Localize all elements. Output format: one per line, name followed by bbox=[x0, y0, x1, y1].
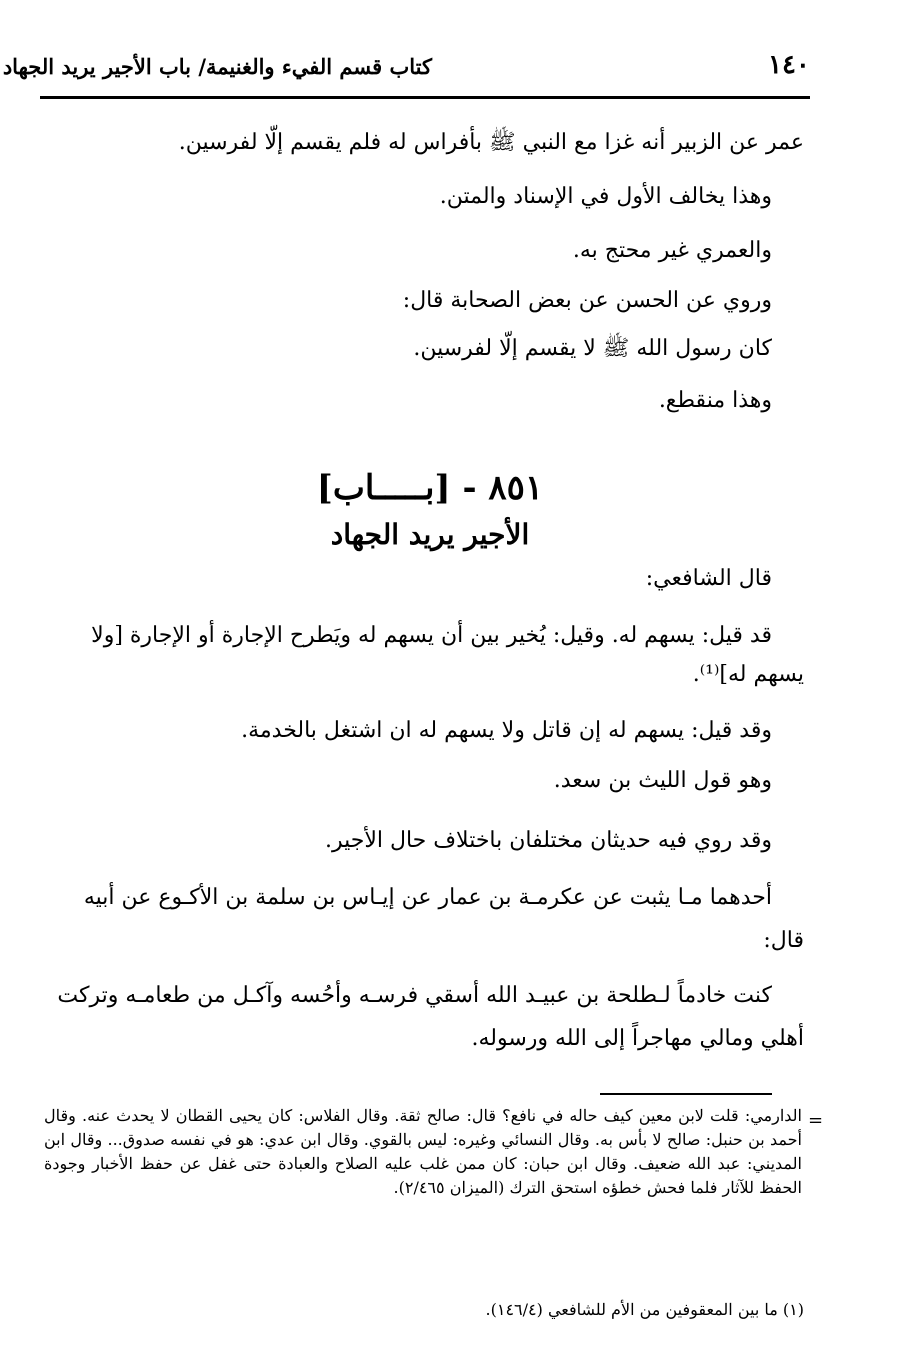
chapter-number: ٨٥١ - [بـــــاب] bbox=[316, 468, 544, 508]
body-line: أحدهما مـا يثبت عن عكرمـة بن عمار عن إيـاس بن سلمة بن الأكـوع عن أبيه bbox=[83, 885, 772, 910]
body-line: وقد قيل: يسهم له إن قاتل ولا يسهم له ان اشتغل بالخدمة. bbox=[241, 718, 772, 743]
footnote-1: (١) ما بين المعقوفين من الأم للشافعي (١٤٦/٤). bbox=[485, 1300, 804, 1319]
body-line: قال: bbox=[763, 928, 804, 953]
body-line: يسهم له]⁽¹⁾. bbox=[692, 662, 804, 687]
body-line: أهلي ومالي مهاجراً إلى الله ورسوله. bbox=[471, 1026, 804, 1051]
body-line: وقد روي فيه حديثان مختلفان باختلاف حال الأجير. bbox=[324, 828, 772, 853]
body-line: والعمري غير محتج به. bbox=[572, 238, 772, 263]
body-line: كان رسول الله ﷺ لا يقسم إلّا لفرسين. bbox=[413, 336, 772, 361]
page-number: ١٤٠ bbox=[768, 50, 810, 80]
body-line: وروي عن الحسن عن بعض الصحابة قال: bbox=[402, 288, 772, 313]
footnote-continuation-mark: = bbox=[808, 1110, 824, 1131]
body-line: وهذا يخالف الأول في الإسناد والمتن. bbox=[439, 184, 772, 209]
footnote-rule bbox=[600, 1093, 772, 1095]
body-line: قال الشافعي: bbox=[645, 566, 772, 591]
body-line: عمر عن الزبير أنه غزا مع النبي ﷺ بأفراس له فلم يقسم إلّا لفرسين. bbox=[178, 130, 804, 155]
chapter-title: الأجير يريد الجهاد bbox=[330, 518, 530, 551]
running-title: كتاب قسم الفيء والغنيمة/ باب الأجير يريد الجهاد bbox=[2, 54, 432, 79]
footnote-continuation: الدارمي: قلت لابن معين كيف حاله في نافع؟ قال: صالح ثقة. وقال الفلاس: كان يحيى القطان لا يحدث عنه. وقال أحمد بن حنبل: صالح لا بأس به. وقال النسائي وغيره: ليس بالقوي. وقال ابن عدي: هو في نفسه صدوق... وقال ابن المديني: عبد الله ضعيف. وقال ابن حبان: كان ممن غلب عليه الصلاح والعبادة حتى غفل عن حفظ الأخبار وجودة الحفظ للآثار فلما فحش خطؤه استحق الترك (الميزان ٢/٤٦٥). bbox=[44, 1106, 803, 1197]
body-line: وهو قول الليث بن سعد. bbox=[553, 768, 772, 793]
body-line: كنت خادماً لـطلحة بن عبيـد الله أسقي فرسـه وأحُسه وآكـل من طعامـه وتركت bbox=[57, 983, 772, 1008]
header-rule bbox=[40, 96, 810, 99]
body-line: وهذا منقطع. bbox=[658, 388, 772, 413]
body-line: قد قيل: يسهم له. وقيل: يُخير بين أن يسهم له ويَطرح الإجارة أو الإجارة [ولا bbox=[91, 623, 772, 648]
